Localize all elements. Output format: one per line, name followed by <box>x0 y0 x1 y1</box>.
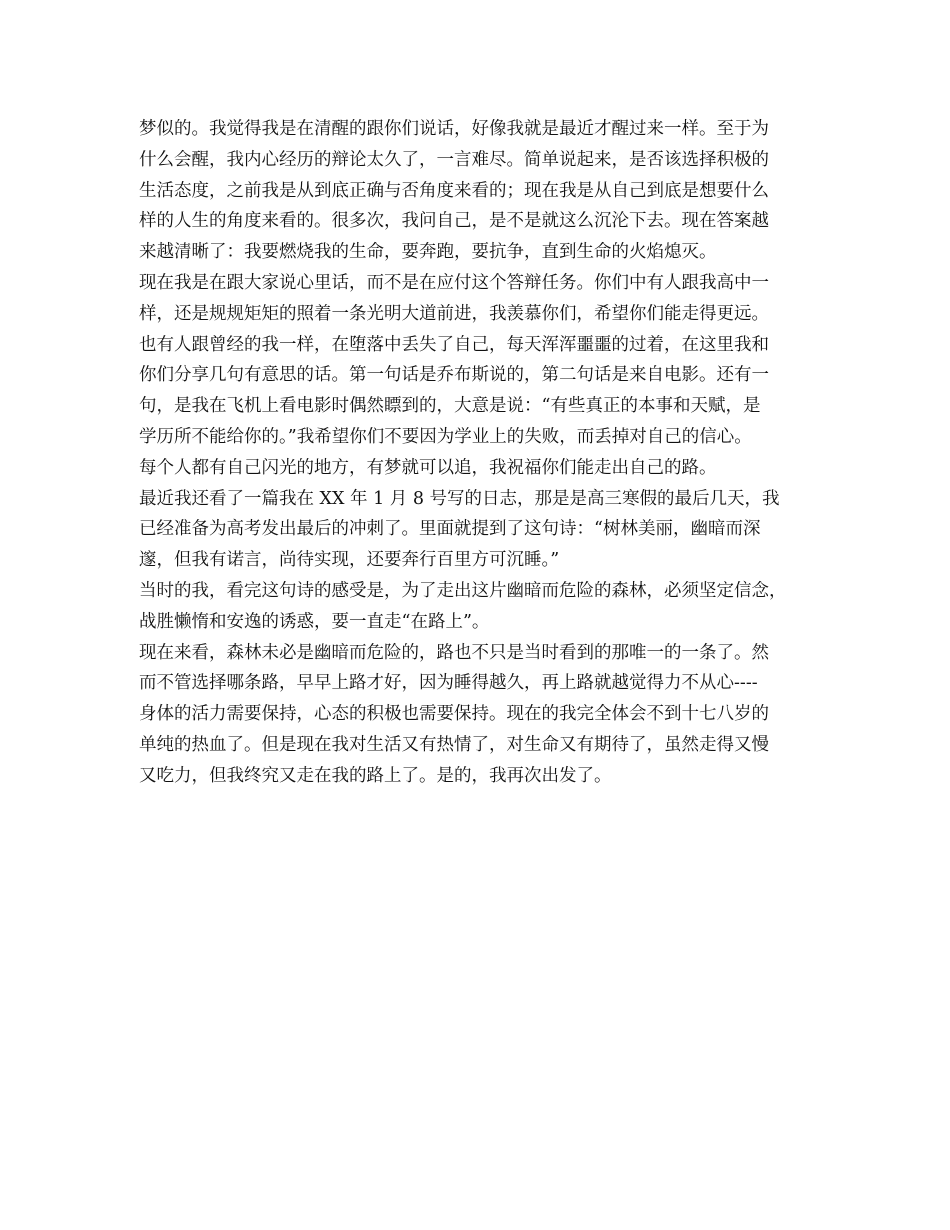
text-line: 样，还是规规矩矩的照着一条光明大道前进，我羡慕你们，希望你们能走得更远。 <box>139 303 769 324</box>
text-line: 每个人都有自己闪光的地方，有梦就可以追，我祝福你们能走出自己的路。 <box>139 457 717 478</box>
text-line: 句，是我在飞机上看电影时偶然瞟到的，大意是说：“有些真正的本事和天赋，是 <box>139 396 761 417</box>
text-line: 战胜懒惰和安逸的诱惑，要一直走“在路上”。 <box>139 611 490 632</box>
text-line: 样的人生的角度来看的。很多次，我问自己，是不是就这么沉沦下去。现在答案越 <box>139 211 769 232</box>
text-line: 梦似的。我觉得我是在清醒的跟你们说话，好像我就是最近才醒过来一样。至于为 <box>139 119 769 139</box>
text-line: 现在来看，森林未必是幽暗而危险的，路也不只是当时看到的那唯一的一条了。然 <box>139 642 769 663</box>
text-line: 你们分享几句有意思的话。第一句话是乔布斯说的，第二句话是来自电影。还有一 <box>139 365 769 386</box>
text-line: 单纯的热血了。但是现在我对生活又有热情了，对生命又有期待了，虽然走得又慢 <box>139 734 769 755</box>
text-line: 身体的活力需要保持，心态的积极也需要保持。现在的我完全体会不到十七八岁的 <box>139 704 769 725</box>
text-line: 来越清晰了：我要燃烧我的生命，要奔跑，要抗争，直到生命的火焰熄灭。 <box>139 242 717 263</box>
text-line: 而不管选择哪条路，早早上路才好，因为睡得越久，再上路就越觉得力不从心---- <box>139 673 758 694</box>
text-line: 又吃力，但我终究又走在我的路上了。是的，我再次出发了。 <box>139 765 612 786</box>
body-text <box>139 114 829 792</box>
text-line: 生活态度，之前我是从到底正确与否角度来看的；现在我是从自己到底是想要什么 <box>139 180 769 201</box>
text-line: 最近我还看了一篇我在 XX 年 1 月 8 号写的日志，那是是高三寒假的最后几天，我 <box>139 488 780 509</box>
text-line: 什么会醒，我内心经历的辩论太久了，一言难尽。简单说起来，是否该选择积极的 <box>139 149 769 170</box>
text-line: 也有人跟曾经的我一样，在堕落中丢失了自己，每天浑浑噩噩的过着，在这里我和 <box>139 334 769 355</box>
text-line: 学历所不能给你的。”我希望你们不要因为学业上的失败，而丢掉对自己的信心。 <box>139 426 752 447</box>
text-line: 已经准备为高考发出最后的冲刺了。里面就提到了这句诗：“树林美丽，幽暗而深 <box>139 519 761 540</box>
text-line: 当时的我，看完这句诗的感受是，为了走出这片幽暗而危险的森林，必须坚定信念， <box>139 580 787 601</box>
text-line: 邃，但我有诺言，尚待实现，还要奔行百里方可沉睡。” <box>139 550 560 571</box>
text-line: 现在我是在跟大家说心里话，而不是在应付这个答辩任务。你们中有人跟我高中一 <box>139 272 769 293</box>
